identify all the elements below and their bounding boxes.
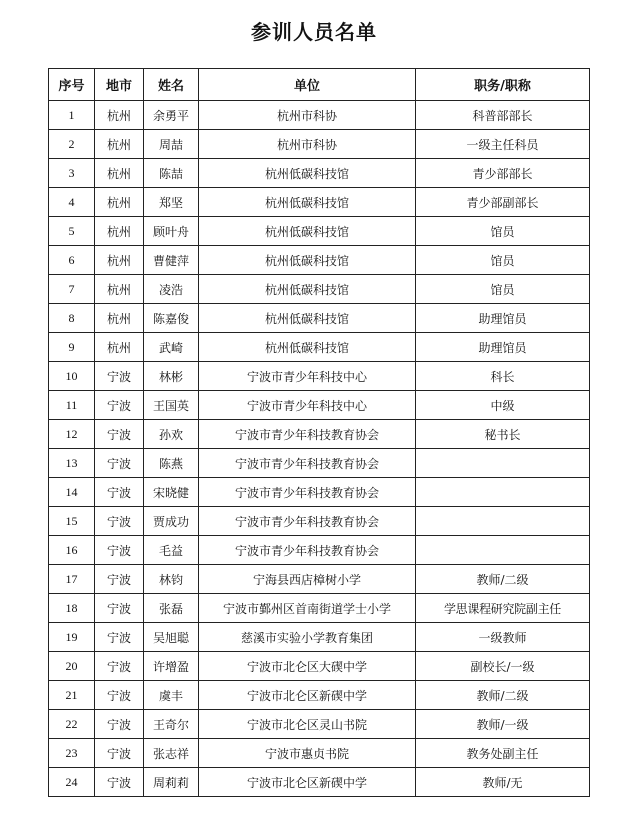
table-row (49, 217, 590, 246)
table-row (49, 246, 590, 275)
cell-index: 4 (49, 188, 95, 217)
column-header-index: 序号 (49, 69, 95, 101)
cell-position: 教师/二级 (416, 681, 590, 710)
table-row (49, 362, 590, 391)
cell-index: 2 (49, 130, 95, 159)
table-row (49, 188, 590, 217)
cell-position (416, 507, 590, 536)
cell-unit: 宁波市北仑区大碶中学 (199, 652, 416, 681)
cell-name: 陈嘉俊 (144, 304, 199, 333)
cell-city: 杭州 (95, 304, 144, 333)
cell-city: 杭州 (95, 217, 144, 246)
cell-unit: 杭州低碳科技馆 (199, 188, 416, 217)
cell-name: 郑坚 (144, 188, 199, 217)
table-row (49, 420, 590, 449)
cell-city: 杭州 (95, 101, 144, 130)
cell-index: 20 (49, 652, 95, 681)
cell-city: 宁波 (95, 420, 144, 449)
cell-index: 10 (49, 362, 95, 391)
table-row (49, 159, 590, 188)
cell-unit: 宁波市北仑区灵山书院 (199, 710, 416, 739)
cell-index: 16 (49, 536, 95, 565)
cell-index: 3 (49, 159, 95, 188)
cell-position: 教师/无 (416, 768, 590, 797)
cell-position: 馆员 (416, 246, 590, 275)
cell-position: 助理馆员 (416, 304, 590, 333)
cell-city: 杭州 (95, 333, 144, 362)
column-header-city: 地市 (95, 69, 144, 101)
table-row (49, 739, 590, 768)
cell-city: 宁波 (95, 594, 144, 623)
cell-position: 科长 (416, 362, 590, 391)
cell-name: 王国英 (144, 391, 199, 420)
cell-position: 中级 (416, 391, 590, 420)
cell-name: 武崎 (144, 333, 199, 362)
cell-city: 杭州 (95, 275, 144, 304)
cell-index: 22 (49, 710, 95, 739)
table-row (49, 449, 590, 478)
cell-index: 24 (49, 768, 95, 797)
cell-index: 6 (49, 246, 95, 275)
table-row (49, 391, 590, 420)
cell-name: 周莉莉 (144, 768, 199, 797)
cell-index: 18 (49, 594, 95, 623)
cell-position: 一级主任科员 (416, 130, 590, 159)
table-row (49, 710, 590, 739)
cell-index: 7 (49, 275, 95, 304)
table-row (49, 768, 590, 797)
cell-index: 15 (49, 507, 95, 536)
cell-unit: 宁波市青少年科技教育协会 (199, 536, 416, 565)
table-row (49, 652, 590, 681)
cell-position: 教师/一级 (416, 710, 590, 739)
cell-city: 宁波 (95, 565, 144, 594)
cell-index: 8 (49, 304, 95, 333)
cell-position (416, 536, 590, 565)
cell-city: 杭州 (95, 130, 144, 159)
table-row (49, 333, 590, 362)
trainee-roster-table (48, 68, 590, 797)
cell-unit: 宁波市青少年科技教育协会 (199, 478, 416, 507)
cell-name: 贾成功 (144, 507, 199, 536)
cell-unit: 宁波市北仑区新碶中学 (199, 768, 416, 797)
cell-position: 教师/二级 (416, 565, 590, 594)
cell-city: 杭州 (95, 159, 144, 188)
cell-name: 孙欢 (144, 420, 199, 449)
cell-position: 秘书长 (416, 420, 590, 449)
cell-name: 余勇平 (144, 101, 199, 130)
document-title: 参训人员名单 (251, 20, 377, 44)
cell-unit: 宁波市鄞州区首南街道学士小学 (199, 594, 416, 623)
table-row (49, 130, 590, 159)
cell-unit: 杭州低碳科技馆 (199, 275, 416, 304)
cell-city: 宁波 (95, 768, 144, 797)
cell-position: 科普部部长 (416, 101, 590, 130)
cell-city: 宁波 (95, 681, 144, 710)
cell-unit: 宁波市青少年科技中心 (199, 391, 416, 420)
cell-city: 宁波 (95, 710, 144, 739)
cell-position (416, 449, 590, 478)
cell-city: 宁波 (95, 449, 144, 478)
cell-unit: 宁海县西店樟树小学 (199, 565, 416, 594)
table-body (49, 101, 590, 797)
table-row (49, 275, 590, 304)
cell-city: 宁波 (95, 507, 144, 536)
cell-city: 宁波 (95, 391, 144, 420)
cell-city: 宁波 (95, 536, 144, 565)
table-row (49, 304, 590, 333)
cell-position: 青少部副部长 (416, 188, 590, 217)
column-header-name: 姓名 (144, 69, 199, 101)
cell-index: 11 (49, 391, 95, 420)
cell-name: 凌浩 (144, 275, 199, 304)
cell-name: 陈燕 (144, 449, 199, 478)
cell-city: 宁波 (95, 362, 144, 391)
cell-position (416, 478, 590, 507)
cell-unit: 杭州低碳科技馆 (199, 159, 416, 188)
cell-name: 毛益 (144, 536, 199, 565)
cell-unit: 杭州市科协 (199, 130, 416, 159)
cell-index: 12 (49, 420, 95, 449)
cell-unit: 杭州低碳科技馆 (199, 304, 416, 333)
cell-name: 许增盈 (144, 652, 199, 681)
cell-name: 林彬 (144, 362, 199, 391)
cell-name: 陈喆 (144, 159, 199, 188)
cell-name: 吴旭聪 (144, 623, 199, 652)
cell-position: 青少部部长 (416, 159, 590, 188)
cell-city: 宁波 (95, 478, 144, 507)
cell-position: 助理馆员 (416, 333, 590, 362)
cell-position: 学思课程研究院副主任 (416, 594, 590, 623)
cell-unit: 宁波市青少年科技教育协会 (199, 449, 416, 478)
table-row (49, 101, 590, 130)
cell-unit: 宁波市青少年科技教育协会 (199, 507, 416, 536)
cell-index: 21 (49, 681, 95, 710)
cell-name: 顾叶舟 (144, 217, 199, 246)
cell-name: 张志祥 (144, 739, 199, 768)
cell-index: 23 (49, 739, 95, 768)
cell-unit: 杭州低碳科技馆 (199, 217, 416, 246)
cell-name: 林钧 (144, 565, 199, 594)
table-row (49, 478, 590, 507)
cell-city: 宁波 (95, 739, 144, 768)
cell-position: 教务处副主任 (416, 739, 590, 768)
cell-unit: 杭州低碳科技馆 (199, 246, 416, 275)
cell-city: 宁波 (95, 652, 144, 681)
cell-city: 宁波 (95, 623, 144, 652)
cell-index: 17 (49, 565, 95, 594)
cell-index: 1 (49, 101, 95, 130)
cell-name: 周喆 (144, 130, 199, 159)
column-header-position: 职务/职称 (416, 69, 590, 101)
cell-position: 馆员 (416, 275, 590, 304)
cell-unit: 杭州市科协 (199, 101, 416, 130)
cell-position: 一级教师 (416, 623, 590, 652)
table-row (49, 565, 590, 594)
column-header-unit: 单位 (199, 69, 416, 101)
table-row (49, 536, 590, 565)
table-header-row (49, 69, 590, 101)
cell-name: 曹健萍 (144, 246, 199, 275)
cell-position: 副校长/一级 (416, 652, 590, 681)
cell-unit: 慈溪市实验小学教育集团 (199, 623, 416, 652)
cell-index: 9 (49, 333, 95, 362)
cell-name: 宋晓健 (144, 478, 199, 507)
cell-name: 王奇尔 (144, 710, 199, 739)
table-row (49, 594, 590, 623)
cell-position: 馆员 (416, 217, 590, 246)
table-row (49, 681, 590, 710)
cell-unit: 宁波市青少年科技中心 (199, 362, 416, 391)
cell-index: 19 (49, 623, 95, 652)
cell-unit: 宁波市青少年科技教育协会 (199, 420, 416, 449)
cell-unit: 宁波市惠贞书院 (199, 739, 416, 768)
cell-index: 13 (49, 449, 95, 478)
cell-unit: 宁波市北仑区新碶中学 (199, 681, 416, 710)
table-row (49, 507, 590, 536)
cell-index: 14 (49, 478, 95, 507)
cell-name: 张磊 (144, 594, 199, 623)
cell-city: 杭州 (95, 246, 144, 275)
cell-city: 杭州 (95, 188, 144, 217)
cell-unit: 杭州低碳科技馆 (199, 333, 416, 362)
cell-index: 5 (49, 217, 95, 246)
table-row (49, 623, 590, 652)
cell-name: 虞丰 (144, 681, 199, 710)
